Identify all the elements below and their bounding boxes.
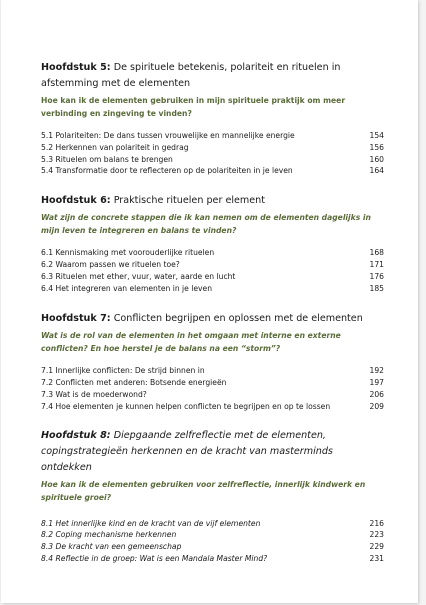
toc-entry-label: 6.1 Kennismaking met voorouderlijke rituelen	[41, 248, 215, 258]
toc-entry[interactable]	[41, 529, 386, 541]
toc-page-number: 164	[369, 166, 384, 176]
document-page	[1, 0, 418, 603]
toc-entry-label: 7.4 Hoe elementen je kunnen helpen conflicten te begrijpen en op te lossen	[41, 401, 331, 411]
toc-entry[interactable]	[41, 130, 386, 142]
toc-entry-label: 8.2 Coping mechanisme herkennen	[41, 530, 177, 540]
toc-page-number: 229	[369, 542, 384, 552]
toc-page-number: 171	[369, 259, 384, 269]
toc-entry[interactable]	[41, 518, 386, 530]
chapter-title: De spirituele betekenis, polariteit en rituelen in afstemming met de elementen	[41, 62, 341, 89]
toc-entry-label: 7.1 Innerlijke conflicten: De strijd binnen in	[41, 366, 205, 376]
toc-entry[interactable]	[41, 365, 386, 377]
toc-entry-label: 7.3 Wat is de moederwond?	[41, 389, 147, 399]
toc-page-number: 197	[369, 378, 384, 388]
toc-entry-label: 6.2 Waarom passen we rituelen toe?	[41, 259, 180, 269]
toc-entry-label: 5.3 Rituelen om balans te brengen	[41, 154, 173, 164]
chapter-heading	[41, 60, 386, 92]
toc-entry[interactable]	[41, 259, 386, 271]
chapter-number: Hoofdstuk 7:	[41, 313, 111, 325]
toc-list	[41, 518, 386, 565]
toc-entry-label: 8.3 De kracht van een gemeenschap	[41, 542, 182, 552]
toc-entry-label: 5.1 Polariteiten: De dans tussen vrouwelijke en mannelijke energie	[41, 131, 295, 140]
chapter-7	[41, 311, 386, 412]
chapter-question: Hoe kan ik de elementen gebruiken voor zelfreflectie, innerlijk kindwerk en spirituele groei?	[41, 479, 366, 502]
toc-entry-label: 6.3 Rituelen met ether, vuur, water, aarde en lucht	[41, 271, 236, 281]
toc-entry[interactable]	[41, 389, 386, 401]
toc-entry-label: 8.1 Het innerlijke kind en de kracht van de vijf elementen	[41, 518, 261, 528]
toc-page-number: 176	[369, 271, 384, 281]
toc-list	[41, 130, 386, 177]
toc-page-number: 206	[369, 389, 384, 399]
toc-entry[interactable]	[41, 377, 386, 389]
toc-page-number: 209	[369, 401, 384, 411]
chapter-question: Wat is de rol van de elementen in het omgaan met interne en externe conflicten? En hoe herstel je de balans na een “storm”?	[41, 331, 341, 354]
toc-page-number: 168	[369, 248, 384, 258]
toc-entry[interactable]	[41, 401, 386, 413]
table-of-contents	[41, 60, 386, 565]
toc-page-number: 156	[369, 142, 384, 152]
toc-entry[interactable]	[41, 271, 386, 283]
toc-entry[interactable]	[41, 154, 386, 166]
chapter-8	[41, 428, 386, 565]
chapter-number: Hoofdstuk 6:	[41, 195, 111, 207]
toc-page-number: 192	[369, 366, 384, 376]
toc-entry[interactable]	[41, 541, 386, 553]
toc-page-number: 154	[369, 131, 384, 140]
toc-entry[interactable]	[41, 553, 386, 565]
chapter-title: Conflicten begrijpen en oplossen met de elementen	[113, 313, 363, 325]
chapter-title: Diepgaande zelfreflectie met de elementen, copingstrategieën herkennen en de kracht van masterminds ontdekken	[41, 429, 333, 473]
toc-entry-label: 6.4 Het integreren van elementen in je leven	[41, 283, 213, 293]
toc-entry[interactable]	[41, 165, 386, 177]
toc-entry[interactable]	[41, 283, 386, 295]
chapter-question: Wat zijn de concrete stappen die ik kan nemen om de elementen dagelijks in mijn leven te integreren en balans te vinden?	[41, 213, 371, 236]
toc-entry-label: 7.2 Conflicten met anderen: Botsende energieën	[41, 378, 227, 388]
toc-entry[interactable]	[41, 142, 386, 154]
toc-page-number: 216	[369, 518, 384, 528]
toc-page-number: 160	[369, 154, 384, 164]
toc-entry[interactable]	[41, 247, 386, 259]
chapter-6	[41, 193, 386, 294]
toc-list	[41, 247, 386, 294]
toc-entry-label: 5.4 Transformatie door te reflecteren op de polariteiten in je leven	[41, 166, 293, 176]
toc-entry-label: 5.2 Herkennen van polariteit in gedrag	[41, 142, 189, 152]
toc-entry-label: 8.4 Reflectie in de groep: Wat is een Mandala Master Mind?	[41, 553, 268, 563]
chapter-heading	[41, 428, 386, 476]
chapter-number: Hoofdstuk 8:	[41, 429, 111, 441]
chapter-question: Hoe kan ik de elementen gebruiken in mijn spirituele praktijk om meer verbinding en zingeving te vinden?	[41, 96, 346, 118]
chapter-heading	[41, 193, 386, 209]
chapter-title: Praktische rituelen per element	[113, 195, 266, 207]
toc-page-number: 231	[369, 553, 384, 563]
chapter-heading	[41, 311, 386, 327]
toc-page-number: 185	[369, 283, 384, 293]
toc-page-number: 223	[369, 530, 384, 540]
chapter-5	[41, 60, 386, 177]
chapter-number: Hoofdstuk 5:	[41, 62, 111, 73]
toc-list	[41, 365, 386, 412]
